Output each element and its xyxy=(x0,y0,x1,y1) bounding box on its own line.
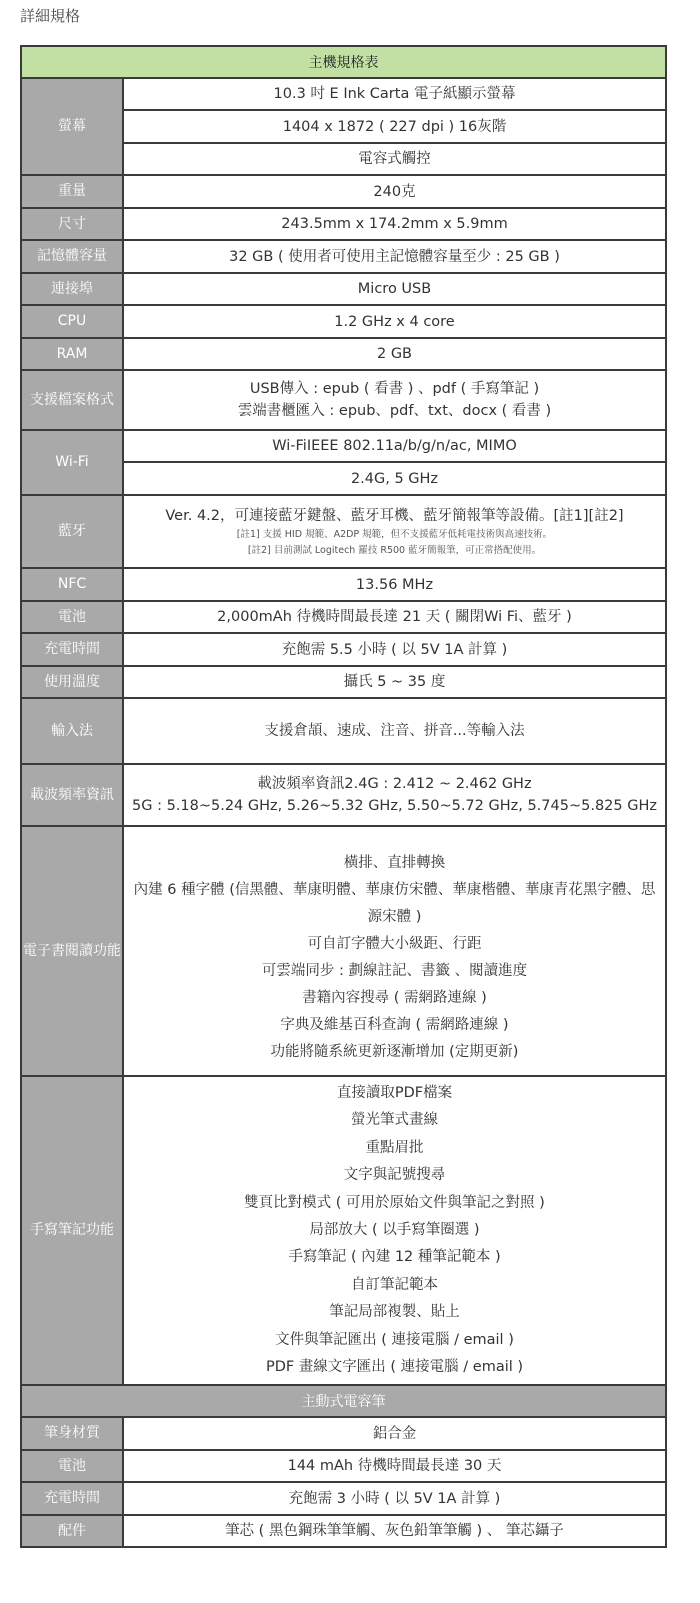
spec-table-header: 主機規格表 xyxy=(21,46,666,78)
page-title: 詳細規格 xyxy=(20,7,81,25)
screen-line-2: 1404 x 1872 ( 227 dpi ) 16灰階 xyxy=(123,110,666,143)
handwrite-line-8: 自訂筆記範本 xyxy=(351,1276,438,1293)
pen-label-battery: 電池 xyxy=(21,1450,123,1482)
wifi-line-1: Wi-FiIEEE 802.11a/b/g/n/ac, MIMO xyxy=(123,430,666,462)
row-label-port: 連接埠 xyxy=(21,273,123,305)
row-label-temp: 使用溫度 xyxy=(21,666,123,698)
formats-line-1: USB傳入 : epub ( 看書 ) 、pdf ( 手寫筆記 ) xyxy=(249,381,540,397)
screen-line-3: 電容式觸控 xyxy=(123,143,666,175)
formats-line-2: 雲端書櫃匯入 : epub、pdf、txt、docx ( 看書 ) xyxy=(237,403,552,419)
port-value: Micro USB xyxy=(123,273,666,305)
ebook-line-4: 可雲端同步 : 劃線註記、書籤 、閱讀進度 xyxy=(261,963,528,979)
pen-battery-value: 144 mAh 待機時間最長達 30 天 xyxy=(123,1450,666,1482)
handwrite-line-3: 重點眉批 xyxy=(365,1139,424,1156)
handwrite-line-5: 雙頁比對模式 ( 可用於原始文件與筆記之對照 ) xyxy=(244,1194,545,1211)
handwrite-value xyxy=(123,1076,666,1385)
spec-table xyxy=(20,45,667,1548)
row-label-charge: 充電時間 xyxy=(21,633,123,666)
ebook-line-5: 書籍內容搜尋 ( 需網路連線 ) xyxy=(302,990,487,1006)
pen-label-charge: 充電時間 xyxy=(21,1482,123,1515)
row-label-handwrite: 手寫筆記功能 xyxy=(21,1076,123,1385)
handwrite-line-4: 文字與記號搜尋 xyxy=(343,1167,446,1184)
size-value: 243.5mm x 174.2mm x 5.9mm xyxy=(123,208,666,240)
pen-accessory-value: 筆芯 ( 黑色鋼珠筆筆觸、灰色鉛筆筆觸 ) 、 筆芯鑷子 xyxy=(123,1515,666,1547)
wifi-line-2: 2.4G, 5 GHz xyxy=(123,462,666,495)
row-label-cpu: CPU xyxy=(21,305,123,338)
ebook-value xyxy=(123,826,666,1076)
pen-charge-value: 充飽需 3 小時 ( 以 5V 1A 計算 ) xyxy=(123,1482,666,1515)
row-label-ram: RAM xyxy=(21,338,123,370)
bluetooth-note-2: [註2] 目前測試 Logitech 羅技 R500 藍牙簡報筆，可正常搭配使用。 xyxy=(247,544,542,556)
row-label-weight: 重量 xyxy=(21,175,123,208)
nfc-value: 13.56 MHz xyxy=(123,568,666,601)
row-label-screen: 螢幕 xyxy=(21,78,123,175)
row-label-bluetooth: 藍牙 xyxy=(21,495,123,568)
handwrite-line-2: 螢光筆式畫線 xyxy=(351,1112,438,1129)
row-label-formats: 支援檔案格式 xyxy=(21,370,123,430)
row-label-input: 輸入法 xyxy=(21,698,123,764)
ebook-line-3: 可自訂字體大小級距、行距 xyxy=(307,936,482,952)
handwrite-line-7: 手寫筆記 ( 內建 12 種筆記範本 ) xyxy=(288,1249,501,1266)
row-label-freq: 載波頻率資訊 xyxy=(21,764,123,826)
formats-value xyxy=(123,370,666,430)
row-label-ebook: 電子書閱讀功能 xyxy=(21,826,123,1076)
freq-line-2: 5G : 5.18~5.24 GHz, 5.26~5.32 GHz, 5.50~5.72 GHz, 5.745~5.825 GHz xyxy=(132,798,657,814)
bluetooth-main: Ver. 4.2，可連接藍牙鍵盤、藍牙耳機、藍牙簡報筆等設備。[註1][註2] xyxy=(165,507,624,524)
storage-value: 32 GB ( 使用者可使用主記憶體容量至少 : 25 GB ) xyxy=(123,240,666,273)
ram-value: 2 GB xyxy=(123,338,666,370)
row-label-wifi: Wi-Fi xyxy=(21,430,123,495)
row-label-battery: 電池 xyxy=(21,601,123,633)
ebook-line-7: 功能將隨系統更新逐漸增加 (定期更新) xyxy=(270,1044,519,1060)
row-label-storage: 記憶體容量 xyxy=(21,240,123,273)
handwrite-line-11: PDF 畫線文字匯出 ( 連接電腦 / email ) xyxy=(265,1359,524,1376)
ebook-line-6: 字典及維基百科查詢 ( 需網路連線 ) xyxy=(280,1017,509,1033)
handwrite-line-10: 文件與筆記匯出 ( 連接電腦 / email ) xyxy=(275,1331,514,1348)
charge-value: 充飽需 5.5 小時 ( 以 5V 1A 計算 ) xyxy=(123,633,666,666)
row-label-nfc: NFC xyxy=(21,568,123,601)
handwrite-line-1: 直接讀取PDF檔案 xyxy=(336,1085,453,1101)
pen-material-value: 鋁合金 xyxy=(123,1417,666,1450)
pen-table-header: 主動式電容筆 xyxy=(21,1385,666,1417)
ebook-line-1: 橫排、直排轉換 xyxy=(343,855,446,871)
battery-value: 2,000mAh 待機時間最長達 21 天 ( 關閉Wi Fi、藍牙 ) xyxy=(123,601,666,633)
cpu-value: 1.2 GHz x 4 core xyxy=(123,305,666,338)
ebook-line-2: 內建 6 種字體 (信黑體、華康明體、華康仿宋體、華康楷體、華康青花黑字體、思源宋體 ) xyxy=(133,882,656,925)
handwrite-line-9: 筆記局部複製、貼上 xyxy=(329,1304,460,1321)
bluetooth-note-1: [註1] 支援 HID 規範、A2DP 規範，但不支援藍牙低耗電技術與高速技術。 xyxy=(236,528,553,540)
pen-label-material: 筆身材質 xyxy=(21,1417,123,1450)
handwrite-line-6: 局部放大 ( 以手寫筆圈選 ) xyxy=(309,1222,480,1239)
row-label-size: 尺寸 xyxy=(21,208,123,240)
freq-line-1: 載波頻率資訊2.4G : 2.412 ~ 2.462 GHz xyxy=(257,776,532,792)
input-value: 支援倉頡、速成、注音、拼音...等輸入法 xyxy=(123,698,666,764)
bluetooth-value xyxy=(123,495,666,568)
pen-label-accessory: 配件 xyxy=(21,1515,123,1547)
screen-line-1: 10.3 吋 E Ink Carta 電子紙顯示螢幕 xyxy=(123,78,666,110)
freq-value xyxy=(123,764,666,826)
weight-value: 240克 xyxy=(123,175,666,208)
temp-value: 攝氏 5 ~ 35 度 xyxy=(123,666,666,698)
